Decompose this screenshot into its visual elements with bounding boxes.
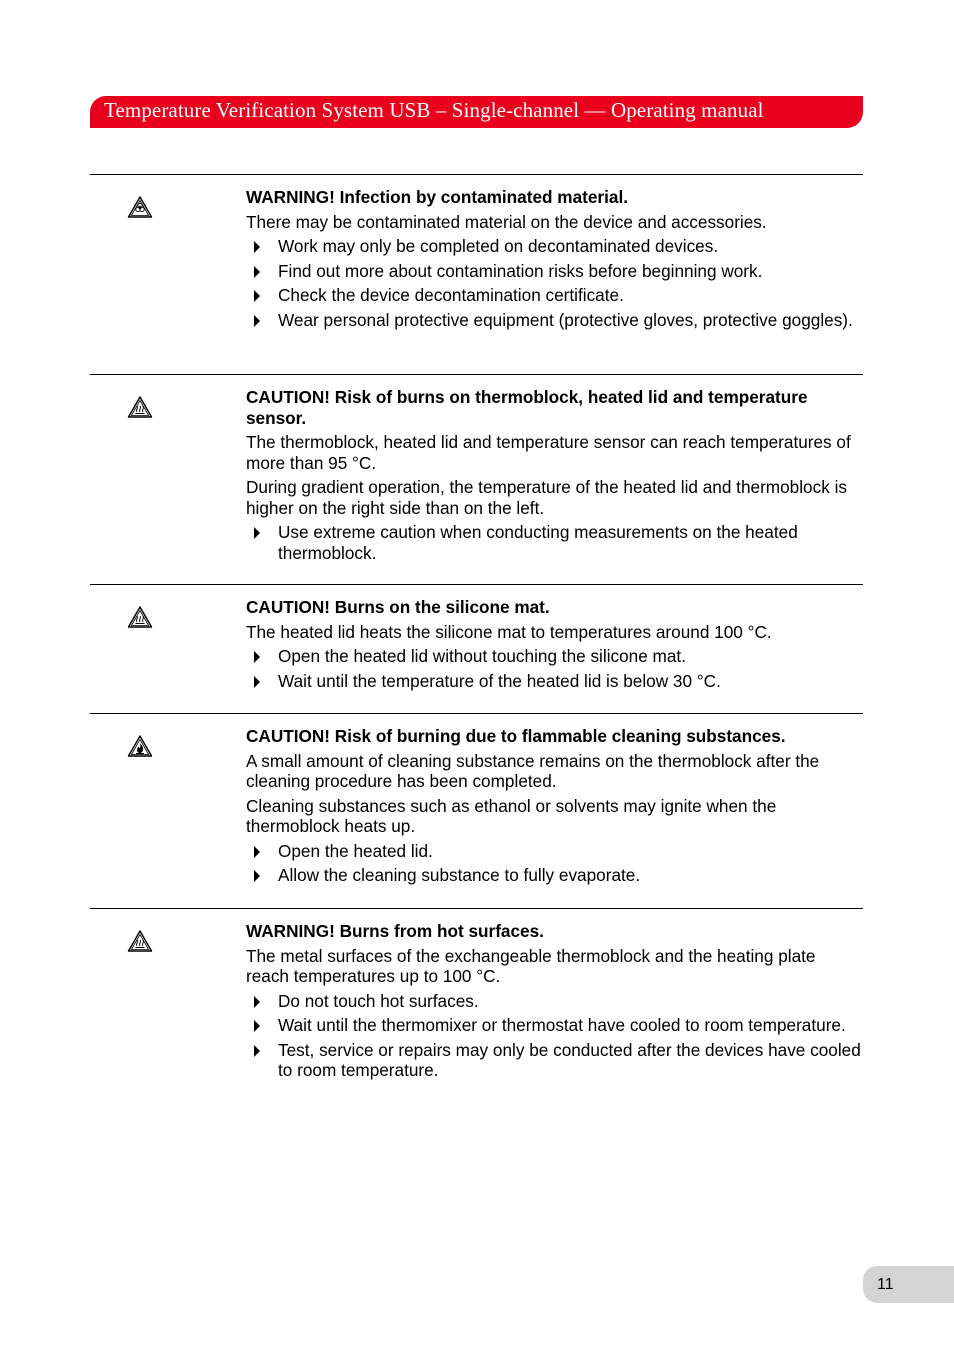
biohazard-warning-icon (127, 195, 153, 219)
instruction-list (246, 522, 863, 563)
section-content (246, 909, 863, 1081)
bullet-arrow-icon (254, 315, 260, 327)
section-paragraph: The heated lid heats the silicone mat to temperatures around 100 °C. (246, 621, 772, 642)
hot-surface-warning-icon (127, 929, 153, 953)
instruction-item: Use extreme caution when conducting measurements on the heated thermoblock. (246, 522, 863, 563)
section-paragraph: Cleaning substances such as ethanol or solvents may ignite when the thermoblock heats up. (246, 795, 777, 836)
document-title: Temperature Verification System USB – Single-channel — Operating manual (104, 97, 764, 122)
bullet-arrow-icon (254, 241, 260, 253)
instruction-list (246, 646, 863, 691)
safety-section (90, 584, 863, 713)
section-content (246, 375, 863, 563)
page-number-tab (863, 1266, 954, 1303)
instruction-item: Open the heated lid. (246, 841, 863, 862)
section-paragraph: The metal surfaces of the exchangeable thermoblock and the heating plate reach temperatures up to 100 °C. (246, 945, 816, 986)
hot-surface-warning-icon (127, 605, 153, 629)
instruction-item: Do not touch hot surfaces. (246, 991, 863, 1012)
section-heading: WARNING! Infection by contaminated material. (246, 187, 628, 207)
section-paragraph: During gradient operation, the temperature of the heated lid and thermoblock is higher on the right side than on the left. (246, 477, 847, 518)
instruction-item: Allow the cleaning substance to fully evaporate. (246, 865, 863, 886)
instruction-item: Test, service or repairs may only be conducted after the devices have cooled to room temperature. (246, 1040, 863, 1081)
instruction-item: Wait until the thermomixer or thermostat have cooled to room temperature. (246, 1015, 863, 1036)
bullet-arrow-icon (254, 1020, 260, 1032)
section-paragraph: There may be contaminated material on the device and accessories. (246, 211, 767, 232)
bullet-arrow-icon (254, 996, 260, 1008)
hot-surface-warning-icon (127, 395, 153, 419)
safety-section (90, 374, 863, 584)
instruction-item: Open the heated lid without touching the silicone mat. (246, 646, 863, 667)
section-heading: CAUTION! Risk of burns on thermoblock, heated lid and temperature sensor. (246, 387, 808, 428)
section-content (246, 585, 863, 691)
bullet-arrow-icon (254, 846, 260, 858)
bullet-arrow-icon (254, 290, 260, 302)
page-number: 11 (877, 1275, 894, 1293)
bullet-arrow-icon (254, 870, 260, 882)
bullet-arrow-icon (254, 676, 260, 688)
section-content (246, 175, 863, 330)
instruction-item: Check the device decontamination certificate. (246, 285, 863, 306)
safety-section (90, 713, 863, 908)
flammable-warning-icon (127, 734, 153, 758)
section-paragraph: The thermoblock, heated lid and temperature sensor can reach temperatures of more than 95 °C. (246, 432, 851, 473)
instruction-list (246, 236, 863, 330)
header-bar (90, 96, 863, 128)
instruction-list (246, 991, 863, 1081)
instruction-item: Find out more about contamination risks before beginning work. (246, 261, 863, 282)
instruction-item: Wait until the temperature of the heated lid is below 30 °C. (246, 671, 863, 692)
section-content (246, 714, 863, 886)
bullet-arrow-icon (254, 527, 260, 539)
section-paragraph: A small amount of cleaning substance remains on the thermoblock after the cleaning procedure has been completed. (246, 750, 820, 791)
bullet-arrow-icon (254, 1045, 260, 1057)
instruction-item: Wear personal protective equipment (protective gloves, protective goggles). (246, 310, 863, 331)
instruction-item: Work may only be completed on decontaminated devices. (246, 236, 863, 257)
section-heading: WARNING! Burns from hot surfaces. (246, 921, 544, 941)
instruction-list (246, 841, 863, 886)
section-heading: CAUTION! Burns on the silicone mat. (246, 597, 550, 617)
safety-section (90, 908, 863, 1108)
bullet-arrow-icon (254, 651, 260, 663)
bullet-arrow-icon (254, 266, 260, 278)
safety-instructions (90, 174, 863, 1108)
safety-section (90, 174, 863, 374)
section-heading: CAUTION! Risk of burning due to flammable cleaning substances. (246, 726, 786, 746)
